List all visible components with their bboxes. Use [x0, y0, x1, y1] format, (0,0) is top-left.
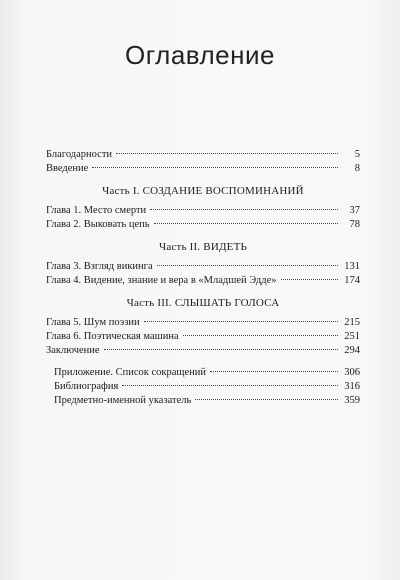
toc-row-chapter	[46, 330, 360, 344]
toc-label: Введение	[46, 163, 89, 174]
toc-row-index	[46, 394, 360, 408]
spacer	[46, 358, 360, 366]
toc-page-number: 8	[354, 163, 360, 174]
table-of-contents	[46, 148, 360, 408]
dot-leader	[154, 223, 338, 224]
dot-leader	[116, 153, 338, 154]
dot-leader	[144, 321, 338, 322]
dot-leader	[157, 265, 338, 266]
toc-row-chapter	[46, 260, 360, 274]
toc-row-appendix	[46, 366, 360, 380]
dot-leader	[122, 385, 338, 386]
dot-leader	[104, 349, 338, 350]
toc-row-chapter	[46, 274, 360, 288]
toc-label: Предметно-именной указатель	[54, 395, 192, 406]
part-heading: Часть I. СОЗДАНИЕ ВОСПОМИНАНИЙ	[102, 185, 304, 197]
toc-label: Глава 1. Место смерти	[46, 205, 147, 216]
toc-page-number: 316	[344, 381, 360, 392]
toc-row-chapter	[46, 218, 360, 232]
toc-label: Приложение. Список сокращений	[54, 367, 207, 378]
toc-label: Глава 3. Взгляд викинга	[46, 261, 153, 272]
toc-label: Заключение	[46, 345, 100, 356]
toc-label: Глава 4. Видение, знание и вера в «Младшей Эдде»	[46, 275, 277, 286]
toc-row-introduction	[46, 162, 360, 176]
page-title: Оглавление	[125, 40, 275, 70]
toc-row-conclusion	[46, 344, 360, 358]
dot-leader	[281, 279, 338, 280]
toc-label: Глава 2. Выковать цепь	[46, 219, 150, 230]
part-heading: Часть II. ВИДЕТЬ	[158, 241, 248, 253]
toc-page-number: 294	[344, 345, 360, 356]
toc-page-number: 215	[344, 317, 360, 328]
toc-row-acknowledgements	[46, 148, 360, 162]
toc-row-chapter	[46, 204, 360, 218]
toc-label: Библиография	[54, 381, 119, 392]
dot-leader	[195, 399, 338, 400]
toc-page-number: 37	[349, 205, 360, 216]
dot-leader	[150, 209, 338, 210]
dot-leader	[183, 335, 338, 336]
dot-leader	[92, 167, 338, 168]
toc-label: Глава 5. Шум поэзии	[46, 317, 140, 328]
toc-page-number: 359	[344, 395, 360, 406]
dot-leader	[210, 371, 338, 372]
toc-row-chapter	[46, 316, 360, 330]
toc-label: Благодарности	[46, 149, 113, 160]
toc-label: Глава 6. Поэтическая машина	[46, 331, 179, 342]
toc-page-number: 251	[344, 331, 360, 342]
part-heading: Часть III. СЛЫШАТЬ ГОЛОСА	[126, 297, 280, 309]
toc-row-bibliography	[46, 380, 360, 394]
toc-page-number: 131	[344, 261, 360, 272]
toc-page-number: 174	[344, 275, 360, 286]
toc-page-number: 306	[344, 367, 360, 378]
toc-page-number: 78	[349, 219, 360, 230]
toc-page-number: 5	[354, 149, 360, 160]
